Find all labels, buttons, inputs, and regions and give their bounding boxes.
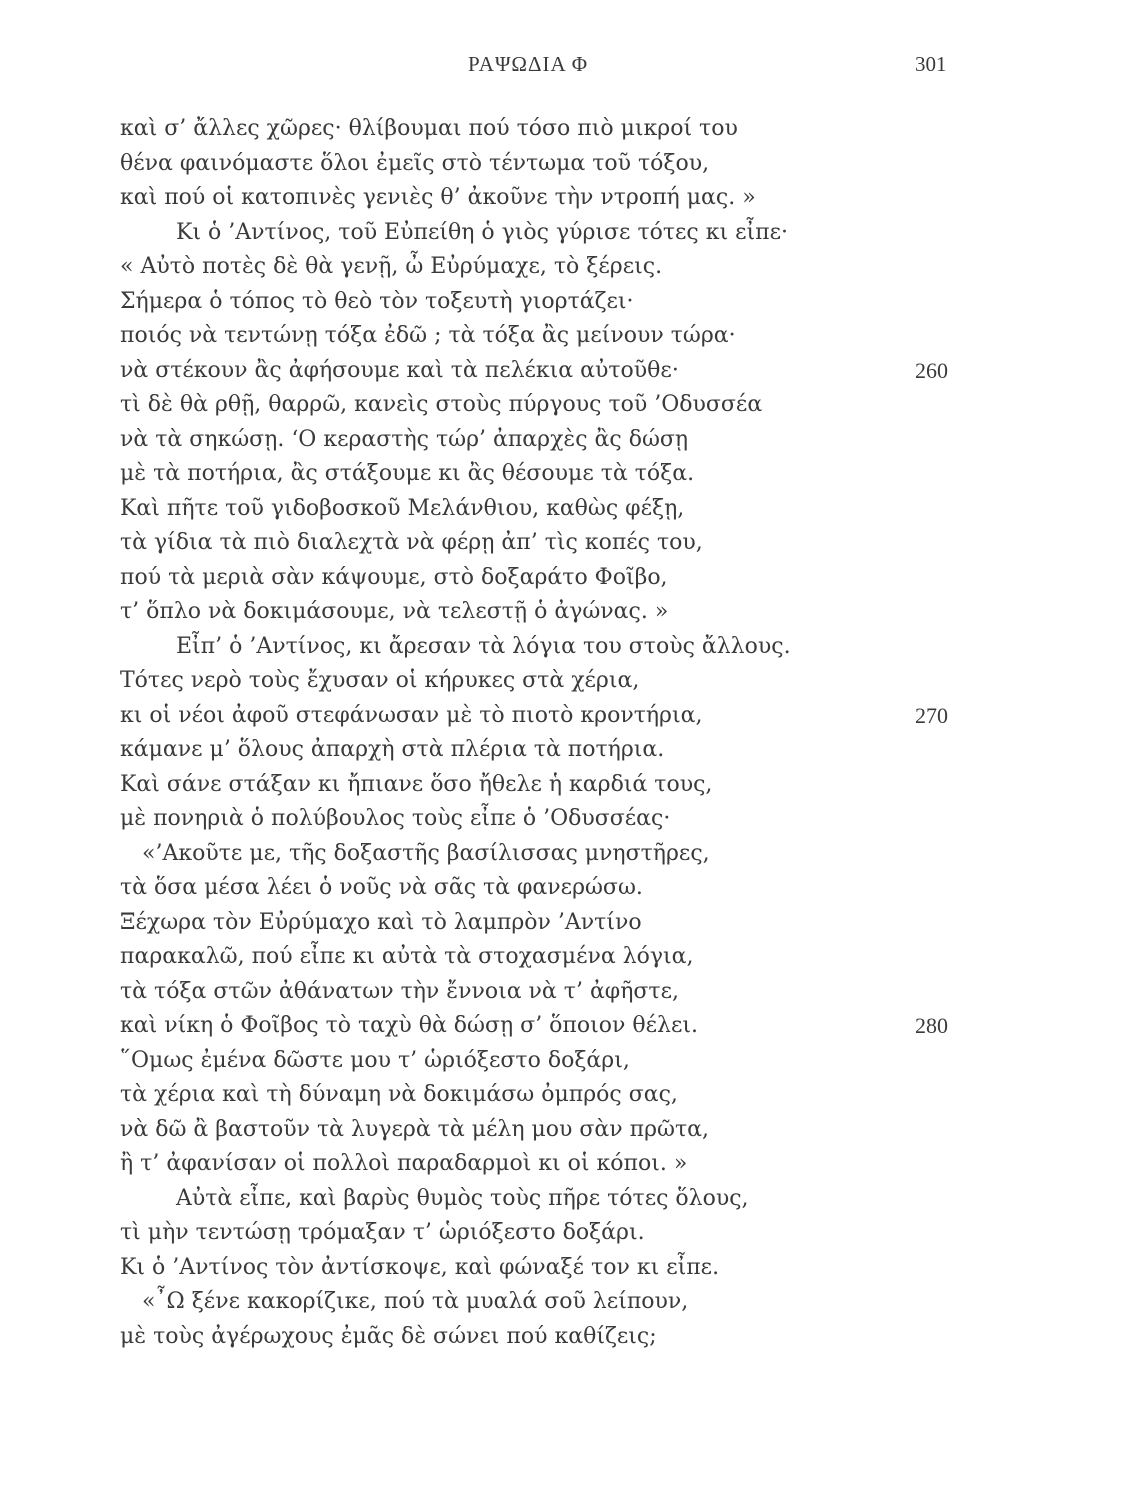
verse-line — [120, 457, 980, 492]
running-title: ΡΑΨΩΔΙΑ Φ — [468, 52, 589, 76]
verse-text: νὰ δῶ ἂ βαστοῦν τὰ λυγερὰ τὰ μέλη μου σὰν πρῶτα, — [120, 1116, 710, 1142]
verse-text: θένα φαινόμαστε ὅλοι ἐμεῖς στὸ τέντωμα τοῦ τόξου, — [120, 150, 710, 176]
verse-line — [120, 1182, 980, 1217]
verse-line — [120, 1147, 980, 1182]
verse-line — [120, 354, 980, 389]
verse-line — [120, 699, 980, 734]
verse-line — [120, 768, 980, 803]
verse-text: τὰ γίδια τὰ πιὸ διαλεχτὰ νὰ φέρῃ ἀπ’ τὶς κοπές του, — [120, 530, 703, 555]
verse-line — [120, 285, 980, 320]
verse-text: μὲ τοὺς ἀγέρωχους ἐμᾶς δὲ σώνει πού καθίζεις; — [120, 1323, 657, 1349]
verse-line — [120, 906, 980, 941]
verse-text: Κι ὁ ’Αντίνος τὸν ἀντίσκοψε, καὶ φώναξέ τον κι εἶπε. — [120, 1254, 720, 1280]
verse-text: Αὐτὰ εἶπε, καὶ βαρὺς θυμὸς τοὺς πῆρε τότες ὅλους, — [176, 1185, 749, 1211]
verse-line — [120, 319, 980, 354]
verse-text: κι οἱ νέοι ἀφοῦ στεφάνωσαν μὲ τὸ πιοτὸ κροντήρια, — [120, 702, 703, 728]
verse-line — [120, 1078, 980, 1113]
verse-text: ῞Ομως ἐμένα δῶστε μου τ’ ὡριόξεστο δοξάρι, — [120, 1047, 630, 1073]
verse-text: τὰ ὅσα μέσα λέει ὁ νοῦς νὰ σᾶς τὰ φανερώσω. — [120, 875, 643, 900]
verse-text: τ’ ὅπλο νὰ δοκιμάσουμε, νὰ τελεστῇ ὁ ἀγώνας. » — [120, 599, 669, 624]
verse-line — [120, 1320, 980, 1355]
verse-text: Σήμερα ὁ τόπος τὸ θεὸ τὸν τοξευτὴ γιορτάζει· — [120, 288, 634, 314]
verse-text: τὰ τόξα στῶν ἀθάνατων τὴν ἔννοια νὰ τ’ ἀφῆστε, — [120, 978, 679, 1004]
poem-body — [120, 112, 980, 1354]
verse-line — [120, 561, 980, 596]
verse-text: Καὶ πῆτε τοῦ γιδοβοσκοῦ Μελάνθιου, καθὼς φέξῃ, — [120, 495, 685, 521]
verse-text: μὲ πονηριὰ ὁ πολύβουλος τοὺς εἶπε ὁ ’Οδυσσέας· — [120, 806, 671, 831]
verse-line — [120, 250, 980, 285]
verse-text: πού τὰ μεριὰ σὰν κάψουμε, στὸ δοξαράτο Φοῖβο, — [120, 564, 668, 590]
verse-text: νὰ τὰ σηκώσῃ. ‘Ο κεραστὴς τώρ’ ἀπαρχὲς ἂς δώσῃ — [120, 426, 689, 452]
verse-text: καὶ πού οἱ κατοπινὲς γενιὲς θ’ ἀκοῦνε τὴν ντροπή μας. » — [120, 185, 756, 210]
verse-line — [120, 664, 980, 699]
verse-line — [120, 975, 980, 1010]
verse-text: Εἶπ’ ὁ ’Αντίνος, κι ἄρεσαν τὰ λόγια του στοὺς ἄλλους. — [176, 633, 791, 659]
verse-line — [120, 147, 980, 182]
verse-line — [120, 595, 980, 630]
verse-line — [120, 940, 980, 975]
verse-text: παρακαλῶ, πού εἶπε κι αὐτὰ τὰ στοχασμένα λόγια, — [120, 944, 694, 969]
verse-text: νὰ στέκουν ἂς ἀφήσουμε καὶ τὰ πελέκια αὐτοῦθε· — [120, 357, 679, 383]
verse-line — [120, 733, 980, 768]
verse-line — [120, 216, 980, 251]
verse-text: Κι ὁ ’Αντίνος, τοῦ Εὐπείθη ὁ γιὸς γύρισε τότες κι εἶπε· — [176, 219, 788, 245]
verse-text: τὶ μὴν τεντώσῃ τρόμαξαν τ’ ὡριόξεστο δοξάρι. — [120, 1220, 645, 1245]
verse-line — [120, 526, 980, 561]
verse-line — [120, 423, 980, 458]
verse-line — [120, 802, 980, 837]
verse-text: καὶ σ’ ἄλλες χῶρες· θλίβουμαι πού τόσο πιὸ μικροί του — [120, 116, 738, 141]
verse-line — [120, 181, 980, 216]
verse-line — [120, 1044, 980, 1079]
verse-text: τὶ δὲ θὰ ρθῇ, θαρρῶ, κανεὶς στοὺς πύργους τοῦ ’Οδυσσέα — [120, 392, 763, 417]
verse-line — [120, 1285, 980, 1320]
verse-text: ἢ τ’ ἀφανίσαν οἱ πολλοὶ παραδαρμοὶ κι οἱ κόποι. » — [120, 1151, 688, 1176]
line-number: 260 — [915, 357, 948, 383]
page-header — [0, 52, 1138, 88]
verse-line — [120, 1216, 980, 1251]
verse-text: Τότες νερὸ τοὺς ἔχυσαν οἱ κήρυκες στὰ χέρια, — [120, 668, 640, 693]
verse-line — [120, 112, 980, 147]
verse-text: κάμανε μ’ ὅλους ἀπαρχὴ στὰ πλέρια τὰ ποτήρια. — [120, 737, 665, 762]
verse-line — [120, 388, 980, 423]
verse-text: καὶ νίκη ὁ Φοῖβος τὸ ταχὺ θὰ δώσῃ σ’ ὅποιον θέλει. — [120, 1013, 698, 1038]
verse-line — [120, 630, 980, 665]
verse-line — [120, 492, 980, 527]
verse-text: τὰ χέρια καὶ τὴ δύναμη νὰ δοκιμάσω ὀμπρός σας, — [120, 1082, 678, 1107]
verse-text: «’Ακοῦτε με, τῆς δοξαστῆς βασίλισσας μνηστῆρες, — [142, 840, 710, 866]
verse-text: ποιός νὰ τεντώνῃ τόξα ἐδῶ ; τὰ τόξα ἂς μείνουν τώρα· — [120, 323, 736, 348]
line-number: 270 — [915, 702, 948, 728]
verse-line — [120, 1113, 980, 1148]
verse-text: «῏Ω ξένε κακορίζικε, πού τὰ μυαλά σοῦ λείπουν, — [142, 1289, 689, 1314]
verse-line — [120, 1251, 980, 1286]
verse-text: Ξέχωρα τὸν Εὐρύμαχο καὶ τὸ λαμπρὸν ’Αντίνο — [120, 909, 642, 935]
line-number: 280 — [915, 1013, 948, 1038]
verse-text: μὲ τὰ ποτήρια, ἂς στάξουμε κι ἂς θέσουμε τὰ τόξα. — [120, 461, 695, 486]
verse-line — [120, 871, 980, 906]
verse-line — [120, 837, 980, 872]
verse-text: Καὶ σάνε στάξαν κι ἤπιανε ὅσο ἤθελε ἡ καρδιά τους, — [120, 771, 713, 797]
verse-text: « Αὐτὸ ποτὲς δὲ θὰ γενῇ, ὦ Εὐρύμαχε, τὸ ξέρεις. — [120, 254, 663, 279]
page-number: 301 — [915, 52, 947, 76]
verse-line — [120, 1009, 980, 1044]
